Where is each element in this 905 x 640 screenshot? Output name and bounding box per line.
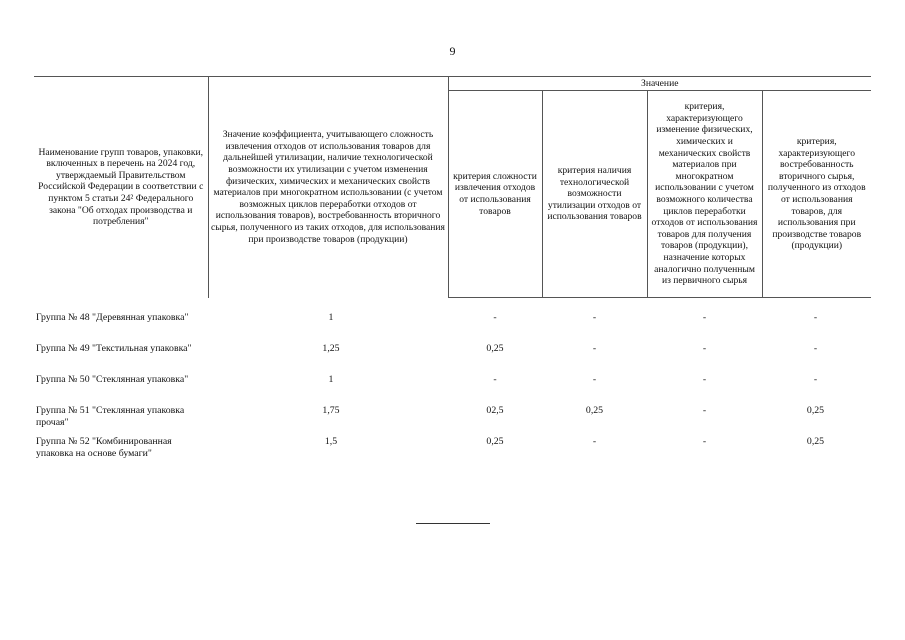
demand-cell: - xyxy=(813,343,818,354)
header-group-name: Наименование групп товаров, упаковки, включенных в перечень на 2024 год, утверждаемый Правительством Российской Федерации в соответствии с пунктом 5 статьи 24² Федерального закона "Об отходах производства и потребления" xyxy=(34,77,208,298)
extraction-cell: 02,5 xyxy=(486,405,504,416)
table-row xyxy=(34,312,871,343)
header-coefficient: Значение коэффициента, учитывающего сложность извлечения отходов от использования товаров для дальнейшей утилизации, наличие технологической возможности их утилизации с учетом изменения физических, химических и механических свойств материалов при многократном использовании (с учетом возможных циклов переработки отходов от использования товаров), востребованность вторичного сырья, полученного из таких отходов, для использования при производстве товаров (продукции) xyxy=(208,77,448,298)
table-row xyxy=(34,374,871,405)
header-value-group: Значение xyxy=(448,77,871,91)
properties-cell: - xyxy=(702,436,707,447)
group-name-cell: Группа № 48 "Деревянная упаковка" xyxy=(36,312,189,323)
technology-cell: - xyxy=(592,312,597,323)
technology-cell: - xyxy=(592,374,597,385)
table-row xyxy=(34,405,871,436)
group-name-cell: Группа № 50 "Стеклянная упаковка" xyxy=(36,374,189,385)
demand-cell: 0,25 xyxy=(806,436,825,447)
extraction-cell: - xyxy=(493,312,497,323)
extraction-cell: 0,25 xyxy=(486,436,504,447)
coefficient-cell: 1,25 xyxy=(322,343,340,354)
header-criterion-extraction: критерия сложности извлечения отходов от использования товаров xyxy=(448,91,542,298)
coefficient-cell: 1 xyxy=(328,312,334,323)
table-row xyxy=(34,343,871,374)
table-row xyxy=(34,436,871,467)
technology-cell: - xyxy=(592,343,597,354)
extraction-cell: - xyxy=(493,374,497,385)
group-name-cell: Группа № 51 "Стеклянная упаковка прочая" xyxy=(36,405,185,428)
properties-cell: - xyxy=(702,312,707,323)
properties-cell: - xyxy=(702,343,707,354)
coefficients-table xyxy=(34,76,871,467)
coefficient-cell: 1,5 xyxy=(324,436,338,447)
header-criterion-properties: критерия, характеризующего изменение физических, химических и механических свойств материалов при многократном использовании с учетом возможного количества циклов переработки отходов от использования товаров для получения товаров (продукции), назначение которых аналогично полученным из первичного сырья xyxy=(647,91,762,298)
technology-cell: 0,25 xyxy=(585,405,604,416)
properties-cell: - xyxy=(702,405,707,416)
header-criterion-demand: критерия, характеризующего востребованность вторичного сырья, полученного из отходов от использования товаров, для использования при производстве товаров (продукции) xyxy=(762,91,871,298)
technology-cell: - xyxy=(592,436,597,447)
extraction-cell: 0,25 xyxy=(486,343,504,354)
coefficient-cell: 1,75 xyxy=(322,405,340,416)
footer-rule xyxy=(416,523,490,524)
demand-cell: - xyxy=(813,312,818,323)
demand-cell: - xyxy=(813,374,818,385)
properties-cell: - xyxy=(702,374,707,385)
group-name-cell: Группа № 49 "Текстильная упаковка" xyxy=(36,343,192,354)
page-number: 9 xyxy=(449,44,456,58)
header-criterion-technology: критерия наличия технологической возможности утилизации отходов от использования товаров xyxy=(542,91,647,298)
demand-cell: 0,25 xyxy=(806,405,825,416)
coefficient-cell: 1 xyxy=(328,374,334,385)
group-name-cell: Группа № 52 "Комбинированная упаковка на основе бумаги" xyxy=(36,436,172,459)
